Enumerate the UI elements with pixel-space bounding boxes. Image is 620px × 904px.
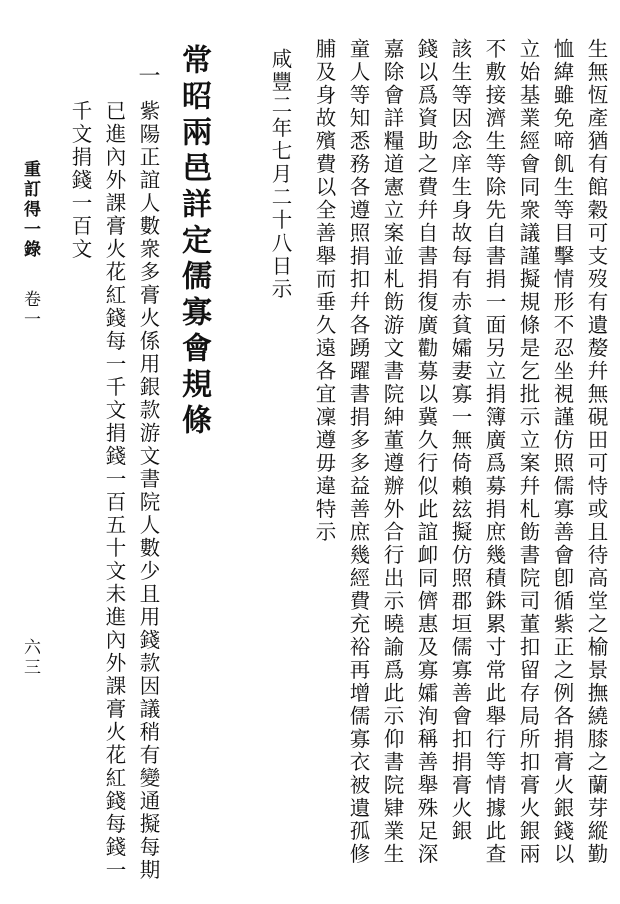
page-number: 六三	[20, 638, 40, 678]
rule-line: 紫陽正誼人數衆多膏火係用銀款游文書院人數少且用錢款因議稍有變通擬每期	[136, 100, 160, 882]
rule-line: 已進內外課膏火花紅錢每一千文捐錢一百五十文未進內外課膏火花紅錢每錢一	[102, 100, 126, 882]
text-line: 童人等知悉務各遵照捐扣幷各踴躍書捐多多益善庶幾經費充裕再增儒寡衣被遺孤修	[346, 38, 370, 866]
text-line: 不敷接濟生等除先自書捐一面另立捐簿廣爲募捐庶幾積銖累寸常此舉行等情據此查	[482, 38, 506, 866]
text-line: 該生等因念庠生身故每有赤貧孀妻寡一無倚賴玆擬仿照郡垣儒寡善會扣捐膏火銀	[448, 38, 472, 843]
book-title: 重訂得一錄	[20, 160, 40, 260]
text-line: 錢以爲資助之費幷自書捐復廣勸募以冀久行似此誼卹同儕惠及寡孀洵稱善舉殊足深	[414, 38, 438, 866]
text-line: 立始基業經會同衆議謹擬規條是乞批示立案幷札飭書院司董扣留存局所扣膏火銀兩	[516, 38, 540, 866]
text-line: 脯及身故殯費以全善舉而垂久遠各宜凜遵毋違特示	[312, 38, 336, 544]
text-line: 生無恆產猶有館穀可支歿有遺嫠幷無硯田可恃或且待高堂之榆景撫繞膝之蘭芽縱勤	[584, 38, 608, 866]
rule-marker: 一	[135, 64, 160, 89]
rule-line: 千文捐錢一百文	[68, 100, 92, 261]
text-line: 嘉除會詳糧道憲立案並札飭游文書院紳董遵辦外合行出示曉諭爲此示仰書院肄業生	[380, 38, 404, 866]
date-line: 咸豐二年七月二十八日示	[268, 48, 292, 301]
text-line: 恤緯雖免啼飢生等目擊情形不忍坐視謹仿照儒寡善會卽循紫正之例各捐膏火銀錢以	[550, 38, 574, 866]
volume-label: 卷一	[20, 290, 40, 330]
section-title: 常昭兩邑詳定儒寡會規條	[176, 44, 211, 440]
